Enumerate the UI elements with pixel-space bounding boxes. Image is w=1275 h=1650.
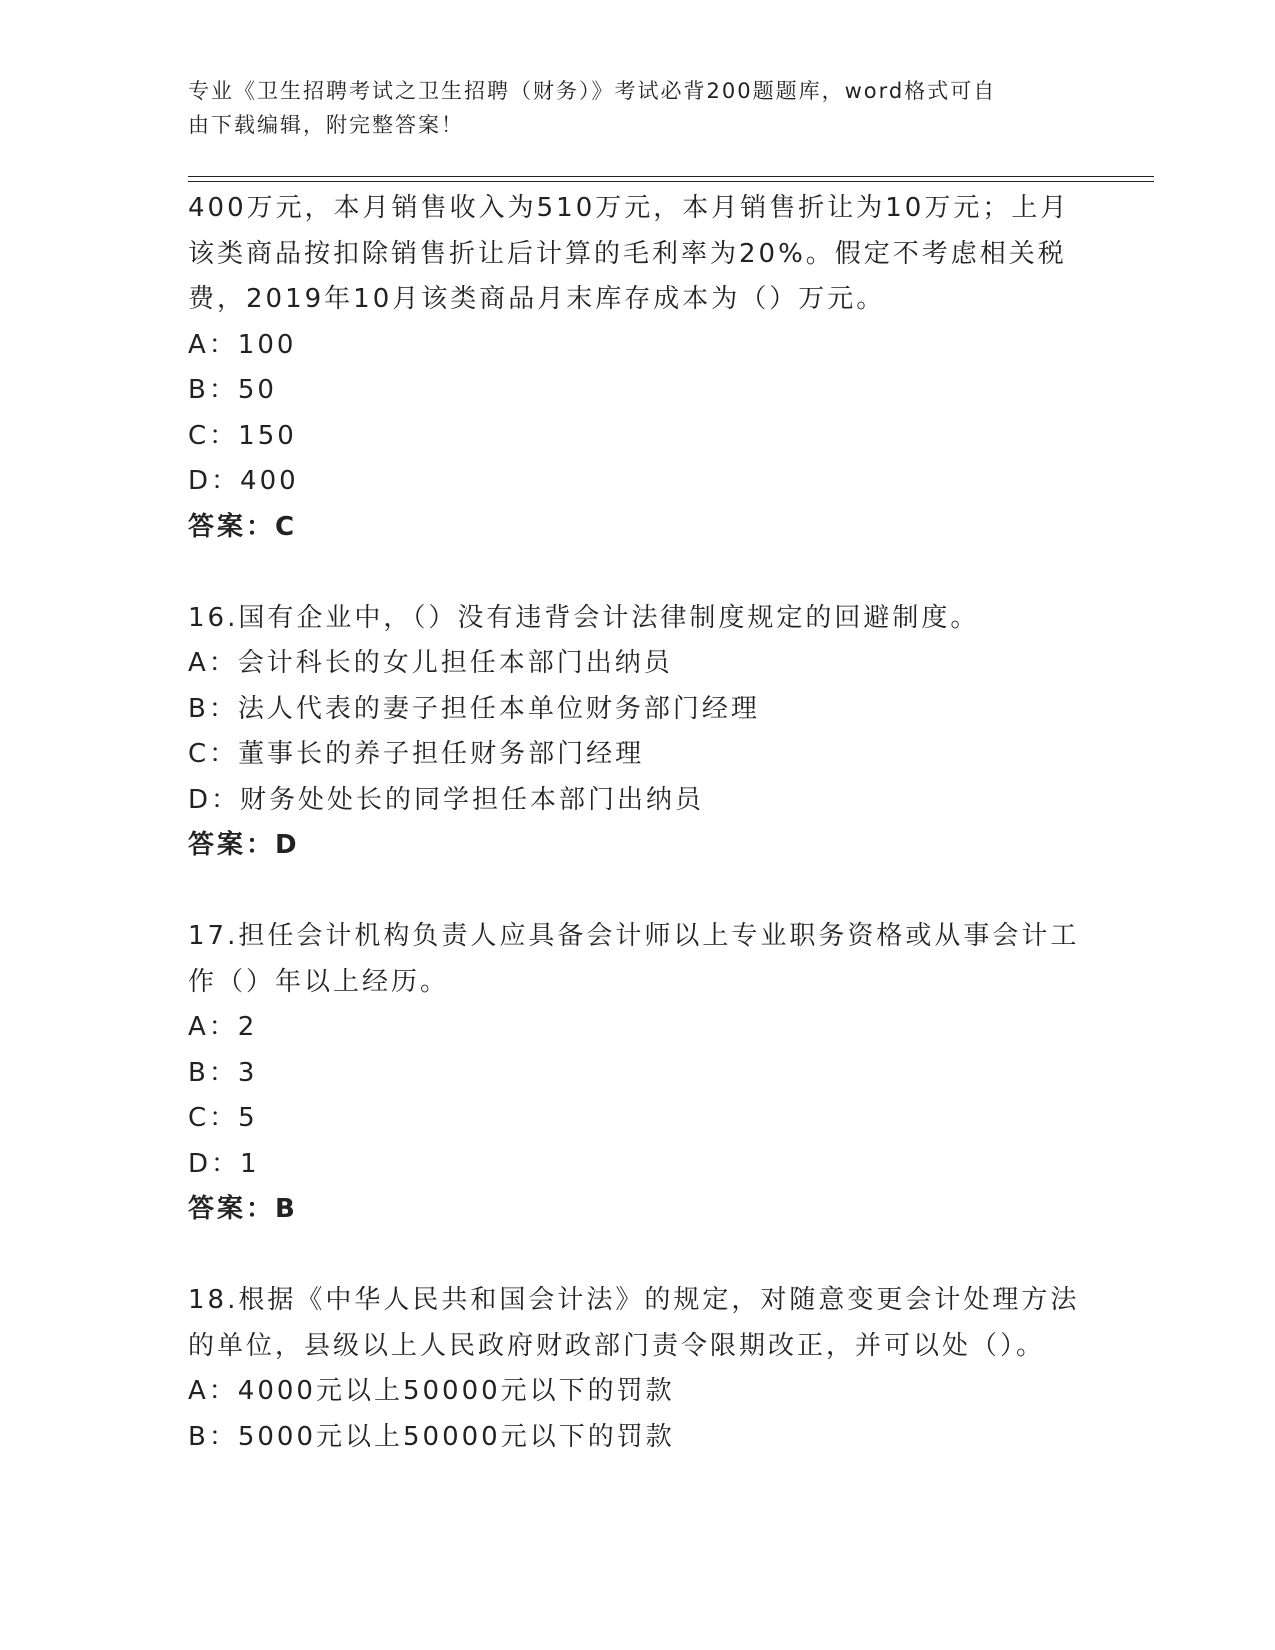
option-c: C：董事长的养子担任财务部门经理 — [188, 739, 645, 769]
question-16 — [188, 596, 1088, 869]
answer-line: 答案：C — [188, 511, 298, 542]
option-b: B：3 — [188, 1057, 258, 1088]
question-list — [188, 186, 1088, 1460]
question-stem-line: 该类商品按扣除销售折让后计算的毛利率为20%。假定不考虑相关税 — [188, 238, 1067, 269]
question-stem-line: 16.国有企业中，（）没有违背会计法律制度规定的回避制度。 — [188, 602, 980, 633]
question-gap — [188, 869, 1088, 915]
answer-line: 答案：D — [188, 830, 300, 860]
question-stem-line: 作（）年以上经历。 — [188, 966, 450, 997]
question-stem-line: 18.根据《中华人民共和国会计法》的规定，对随意变更会计处理方法 — [188, 1285, 1080, 1315]
option-d: D：400 — [188, 466, 299, 496]
question-17 — [188, 914, 1088, 1233]
option-b: B：5000元以上50000元以下的罚款 — [188, 1421, 675, 1452]
question-stem-line: 的单位，县级以上人民政府财政部门责令限期改正，并可以处（）。 — [188, 1330, 1046, 1361]
question-stem-line: 17.担任会计机构负责人应具备会计师以上专业职务资格或从事会计工 — [188, 921, 1080, 951]
option-b: B：法人代表的妻子担任本单位财务部门经理 — [188, 693, 760, 724]
header-divider — [188, 176, 1154, 182]
question-18 — [188, 1278, 1088, 1460]
option-d: D：1 — [188, 1148, 260, 1179]
answer-line: 答案：B — [188, 1194, 298, 1224]
question-stem-line: 400万元，本月销售收入为510万元，本月销售折让为10万元；上月 — [188, 193, 1070, 223]
question-gap — [188, 1233, 1088, 1279]
question-15 — [188, 186, 1088, 550]
question-stem-line: 费，2019年10月该类商品月末库存成本为（）万元。 — [188, 284, 886, 314]
option-c: C：5 — [188, 1103, 258, 1133]
option-b: B：50 — [188, 375, 277, 405]
header-title-line-1: 专业《卫生招聘考试之卫生招聘（财务）》考试必背200题题库，word格式可自 — [188, 79, 997, 103]
option-a: A：会计科长的女儿担任本部门出纳员 — [188, 648, 673, 678]
option-a: A：100 — [188, 329, 297, 360]
header-title-line-2: 由下载编辑，附完整答案！ — [188, 113, 464, 137]
option-c: C：150 — [188, 420, 297, 451]
page-header — [188, 74, 1088, 142]
option-a: A：4000元以上50000元以下的罚款 — [188, 1376, 675, 1406]
option-d: D：财务处处长的同学担任本部门出纳员 — [188, 784, 705, 815]
question-gap — [188, 550, 1088, 596]
option-a: A：2 — [188, 1012, 258, 1042]
